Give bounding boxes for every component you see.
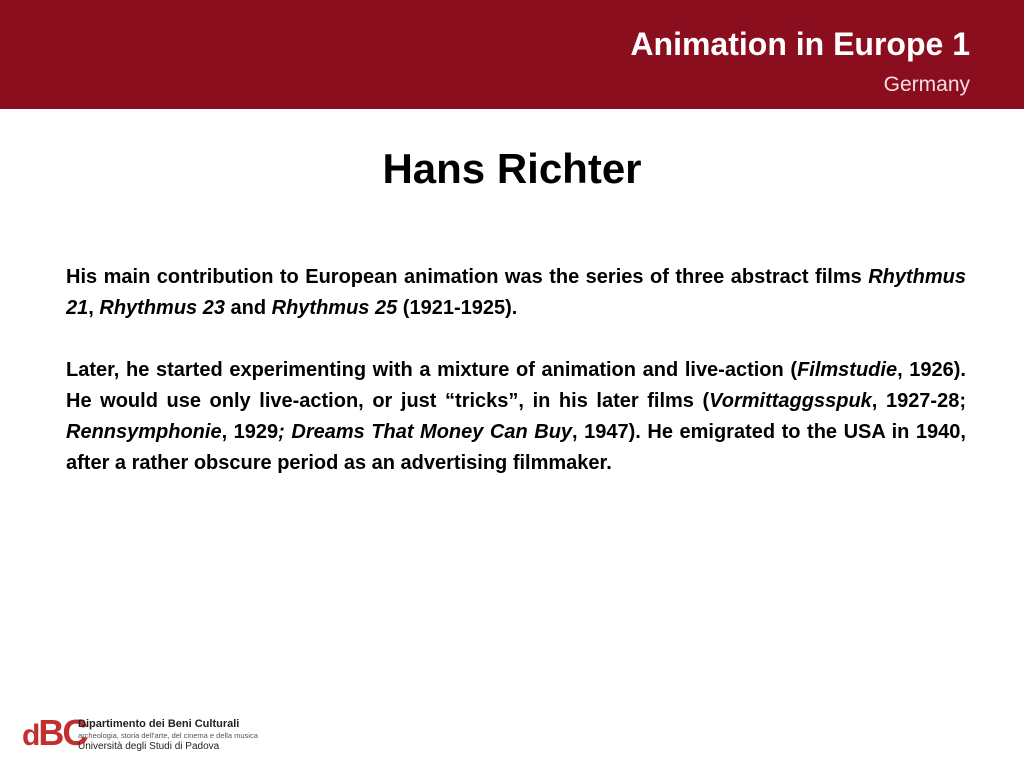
film-title: Rhythmus 21 (66, 266, 966, 319)
paragraph-main-contribution (66, 262, 966, 324)
presentation-title: Animation in Europe 1 (630, 26, 970, 62)
slide-body (66, 262, 966, 479)
film-title: ; Dreams That Money Can Buy (278, 421, 573, 443)
logo-text (78, 719, 258, 752)
presentation-subtitle: Germany (883, 73, 970, 96)
logo-department-name: Dipartimento dei Beni Culturali (78, 718, 240, 730)
header-bar (0, 0, 1024, 109)
film-title: Rhythmus 25 (271, 297, 398, 319)
text-run: , (88, 297, 100, 319)
film-title: Rhythmus 23 (99, 297, 225, 319)
logo-department-fields: archeologia, storia dell'arte, del cinema e della musica (78, 731, 258, 740)
text-run: Later, he started experimenting with a mixture of animation and live-action ( (66, 359, 798, 381)
text-run: , 1929 (221, 421, 279, 443)
logo-university-name: Università degli Studi di Padova (78, 741, 220, 752)
text-run: , 1927-28; (871, 390, 966, 412)
film-title: Rennsymphonie (66, 421, 222, 443)
logo-mark-bc: BC (38, 712, 87, 753)
department-logo (22, 712, 282, 754)
text-run: and (224, 297, 272, 319)
paragraph-later-work (66, 355, 966, 479)
text-run: His main contribution to European animation was the series of three abstract films (66, 266, 869, 288)
text-run: , 1926). He would use only live-action, or just “tricks”, in his later films ( (66, 359, 966, 412)
film-title: Filmstudie (797, 359, 898, 381)
slide-title: Hans Richter (382, 145, 642, 192)
film-title: Vormittaggsspuk (709, 390, 872, 412)
text-run: , 1947). He emigrated to the USA in 1940, after a rather obscure period as an advertising filmmaker. (66, 421, 966, 474)
logo-mark-d: d (22, 719, 39, 752)
dbc-logo-mark (22, 712, 86, 754)
text-run: (1921-1925). (397, 297, 518, 319)
